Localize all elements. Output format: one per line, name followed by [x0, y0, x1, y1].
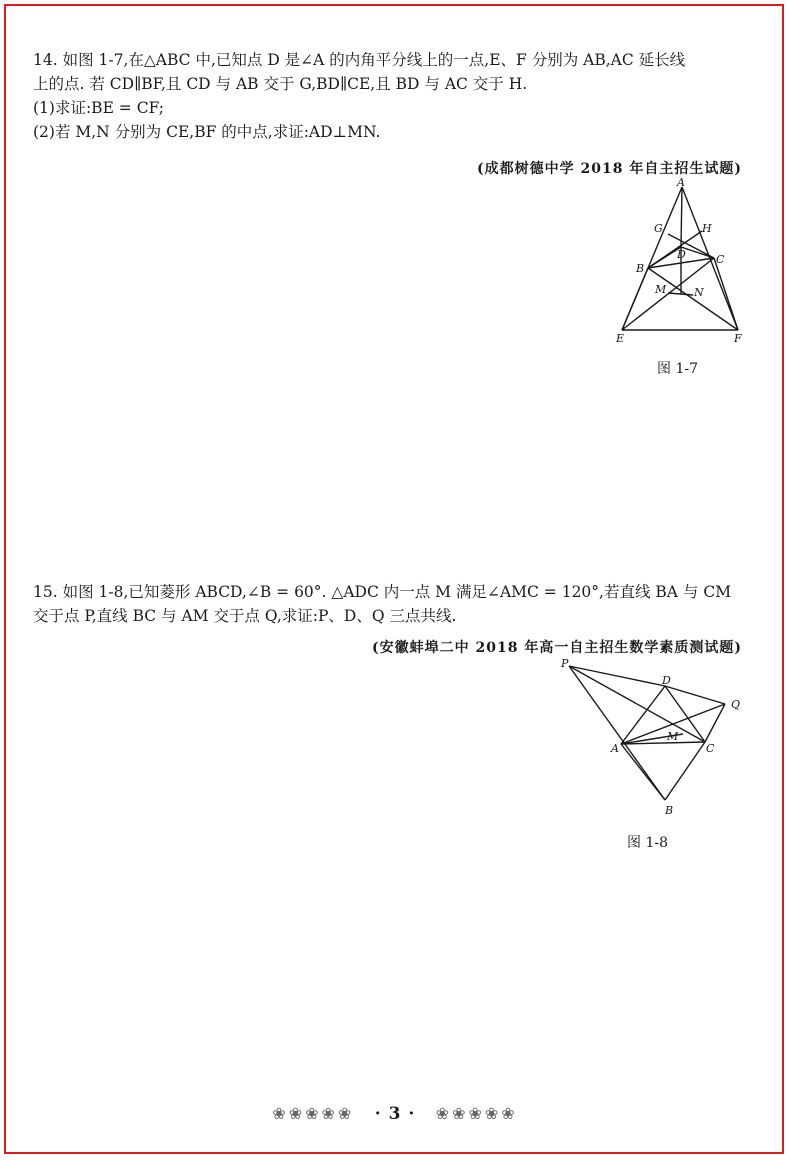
fig14-label-a: A	[677, 176, 685, 189]
fig14-label-b: B	[636, 262, 645, 275]
problem-14-part-1: (1)求证:BE = CF;	[33, 99, 165, 117]
figure-1-8-caption: 图 1-8	[627, 835, 668, 851]
problem-14	[33, 48, 758, 144]
figure-1-8-diagram	[553, 654, 753, 824]
figure-1-7-caption: 图 1-7	[657, 361, 698, 377]
page-number: · 3 ·	[374, 1104, 416, 1124]
figure-1-7	[610, 175, 750, 349]
problem-15-line-1: 15. 如图 1-8,已知菱形 ABCD,∠B = 60°. △ADC 内一点 M 满足∠AMC = 120°,若直线 BA 与 CM	[33, 583, 732, 601]
problem-15	[33, 580, 758, 628]
problem-15-line-2: 交于点 P,直线 BC 与 AM 交于点 Q,求证:P、D、Q 三点共线.	[33, 607, 457, 625]
fig14-label-c: C	[716, 253, 725, 266]
figure-1-7-diagram	[610, 175, 750, 345]
page-footer	[0, 1104, 790, 1124]
fig15-label-a: A	[611, 742, 619, 755]
fig14-label-f: F	[734, 332, 742, 345]
fig15-label-q: Q	[731, 698, 741, 711]
fig14-label-g: G	[654, 222, 663, 235]
fig15-label-d: D	[662, 674, 671, 687]
fig14-label-e: E	[616, 332, 625, 345]
figure-1-8	[553, 654, 753, 828]
fig14-label-m: M	[655, 283, 667, 296]
fig14-label-d: D	[677, 248, 686, 261]
problem-15-source: (安徽蚌埠二中 2018 年高一自主招生数学素质测试题)	[372, 640, 742, 656]
fig15-label-b: B	[665, 804, 674, 817]
problem-14-source: (成都树德中学 2018 年自主招生试题)	[477, 161, 742, 177]
footer-decoration-left: ❀❀❀❀❀	[272, 1104, 355, 1123]
fig15-label-p: P	[561, 657, 569, 670]
fig14-label-h: H	[702, 222, 712, 235]
fig15-label-c: C	[706, 742, 715, 755]
footer-decoration-right: ❀❀❀❀❀	[435, 1104, 518, 1123]
problem-14-line-2: 上的点. 若 CD∥BF,且 CD 与 AB 交于 G,BD∥CE,且 BD 与 AC 交于 H.	[33, 75, 528, 93]
fig15-label-m: M	[667, 730, 679, 743]
fig14-label-n: N	[694, 286, 704, 299]
problem-14-part-2: (2)若 M,N 分别为 CE,BF 的中点,求证:AD⊥MN.	[33, 123, 381, 141]
problem-14-line-1: 14. 如图 1-7,在△ABC 中,已知点 D 是∠A 的内角平分线上的一点,E、F 分别为 AB,AC 延长线	[33, 51, 686, 69]
